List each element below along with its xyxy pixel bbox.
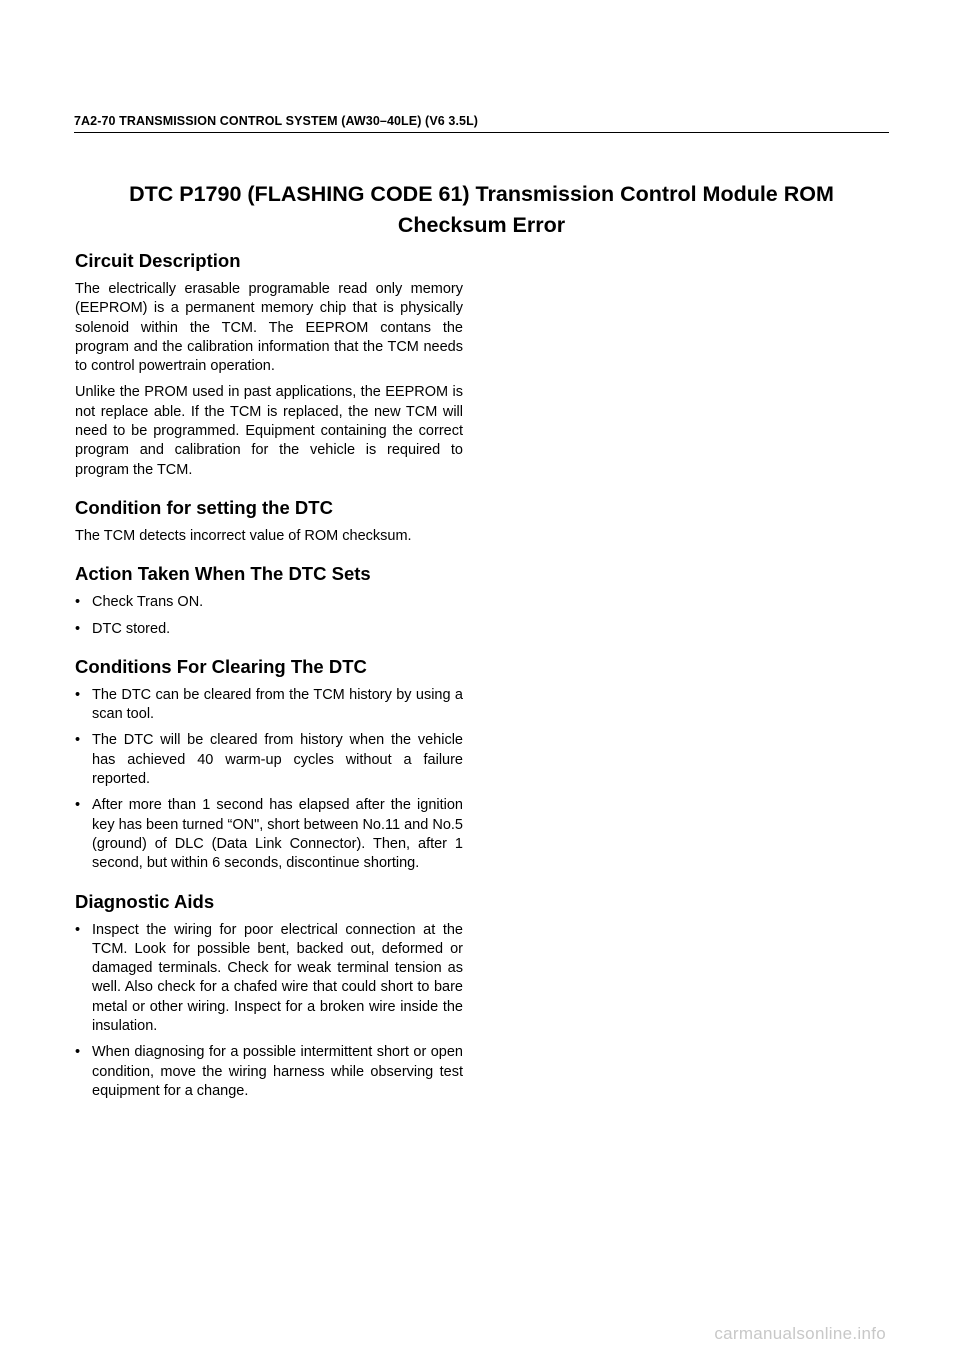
section-action-taken — [75, 561, 463, 639]
paragraph: Unlike the PROM used in past applications, the EEPROM is not replace able. If the TCM is replaced, the new TCM will need to be programmed. Equipment containing the correct program and calibration for the vehicle is required to program the TCM. — [75, 384, 463, 478]
paragraph: The TCM detects incorrect value of ROM checksum. — [75, 527, 412, 544]
header-divider — [74, 132, 889, 133]
bullet-marker: • — [75, 686, 81, 703]
list-item-text: The DTC can be cleared from the TCM history by using a scan tool. — [92, 686, 463, 723]
section-condition-setting — [75, 495, 463, 546]
list-item-text: Check Trans ON. — [92, 594, 204, 611]
bullet-marker: • — [75, 594, 81, 611]
section-heading: Action Taken When The DTC Sets — [75, 563, 371, 585]
bullet-marker: • — [75, 732, 81, 749]
section-heading: Condition for setting the DTC — [75, 496, 333, 518]
section-heading: Conditions For Clearing The DTC — [75, 655, 367, 677]
section-diagnostic-aids — [75, 889, 463, 1102]
section-heading: Diagnostic Aids — [75, 890, 215, 912]
list-item — [75, 731, 463, 789]
watermark: carmanualsonline.info — [714, 1324, 886, 1343]
list-item — [75, 921, 463, 1037]
section-conditions-clearing — [75, 654, 463, 874]
list-item — [75, 620, 463, 639]
page-title — [74, 179, 889, 241]
bullet-list — [75, 593, 463, 639]
list-item-text: DTC stored. — [92, 620, 171, 637]
section-heading: Circuit Description — [75, 250, 241, 271]
list-item — [75, 686, 463, 725]
bullet-marker: • — [75, 797, 81, 814]
section-circuit-description — [75, 248, 463, 480]
bullet-marker: • — [75, 620, 81, 637]
list-item — [75, 1043, 463, 1101]
list-item-text: The DTC will be cleared from history when the vehicle has achieved 40 warm-up cycles without a failure reported. — [92, 732, 463, 788]
bullet-marker: • — [75, 1044, 81, 1061]
page-title-line-1: DTC P1790 (FLASHING CODE 61) Transmission Control Module ROM — [129, 182, 834, 206]
page-title-line-2: Checksum Error — [397, 213, 566, 237]
bullet-list — [75, 686, 463, 874]
paragraph: The electrically erasable programable read only memory (EEPROM) is a permanent memory chip that is physically solenoid within the TCM. The EEPROM contans the program and the calibration information that the TCM needs to control powertrain operation. — [75, 281, 463, 375]
list-item — [75, 796, 463, 873]
list-item-text: When diagnosing for a possible intermittent short or open condition, move the wiring harness while observing test equipment for a change. — [92, 1044, 463, 1099]
list-item-text: Inspect the wiring for poor electrical connection at the TCM. Look for possible bent, backed out, deformed or damaged terminals. Check for weak terminal tension as well. Also check for a chafed wire that could short to bare metal or other wiring. Inspect for a broken wire inside the insulation. — [92, 921, 463, 1035]
list-item — [75, 593, 463, 612]
list-item-text: After more than 1 second has elapsed after the ignition key has been turned “ON", short between No.11 and No.5 (ground) of DLC (Data Link Connector). Then, after 1 second, but within 6 seconds, discontinue shorting. — [92, 797, 463, 872]
bullet-marker: • — [75, 921, 81, 938]
running-header: 7A2-70 TRANSMISSION CONTROL SYSTEM (AW30–40LE) (V6 3.5L) — [74, 114, 479, 128]
bullet-list — [75, 921, 463, 1102]
content-column — [75, 248, 463, 1108]
